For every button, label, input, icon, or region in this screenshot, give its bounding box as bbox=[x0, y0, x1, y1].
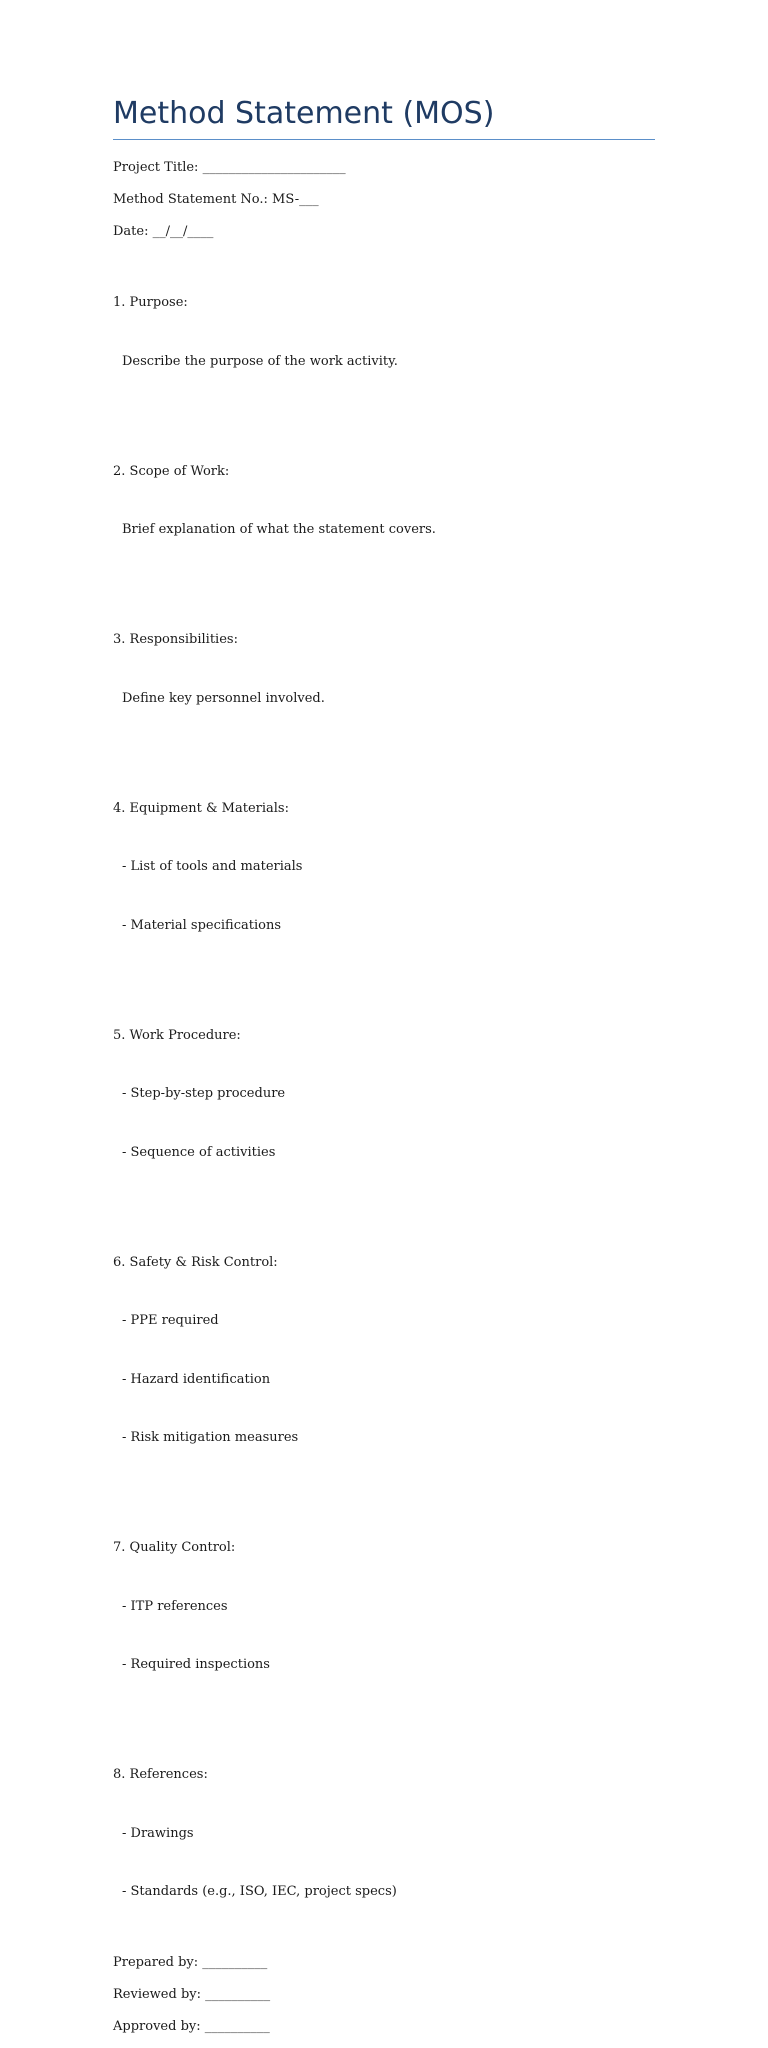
section-line: Brief explanation of what the statement covers. bbox=[122, 522, 436, 537]
section-line: Describe the purpose of the work activity. bbox=[122, 353, 398, 369]
section-safety-risk-control bbox=[113, 1214, 673, 1487]
document-body bbox=[113, 158, 673, 2048]
section-heading: 6. Safety & Risk Control: bbox=[113, 1254, 278, 1270]
section-purpose bbox=[113, 254, 673, 410]
section-line: Define key personnel involved. bbox=[122, 690, 325, 706]
section-heading: 1. Purpose: bbox=[113, 295, 188, 310]
section-equipment-materials bbox=[113, 760, 673, 975]
section-bullet: - Sequence of activities bbox=[122, 1144, 276, 1160]
page-title: Method Statement (MOS) bbox=[113, 96, 495, 131]
method-statement-number-field: Method Statement No.: MS-___ bbox=[113, 192, 319, 207]
section-heading: 7. Quality Control: bbox=[113, 1540, 236, 1555]
section-heading: 8. References: bbox=[113, 1767, 208, 1782]
section-bullet: - Hazard identification bbox=[122, 1371, 271, 1387]
section-quality-control bbox=[113, 1499, 673, 1714]
section-bullet: - ITP references bbox=[122, 1598, 228, 1614]
approved-by-field: Approved by: __________ bbox=[113, 2019, 270, 2034]
section-bullet: - Required inspections bbox=[122, 1657, 270, 1672]
section-bullet: - PPE required bbox=[122, 1313, 219, 1328]
section-bullet: - Step-by-step procedure bbox=[122, 1086, 286, 1101]
section-heading: 4. Equipment & Materials: bbox=[113, 800, 289, 816]
section-bullet: - Risk mitigation measures bbox=[122, 1430, 299, 1445]
section-bullet: - List of tools and materials bbox=[122, 859, 303, 874]
reviewed-by-field: Reviewed by: __________ bbox=[113, 1987, 271, 2002]
section-bullet: - Material specifications bbox=[122, 917, 281, 933]
project-title-field: Project Title: ______________________ bbox=[113, 160, 346, 175]
section-heading: 2. Scope of Work: bbox=[113, 463, 230, 479]
prepared-by-field: Prepared by: __________ bbox=[113, 1955, 268, 1970]
section-heading: 5. Work Procedure: bbox=[113, 1027, 241, 1043]
section-heading: 3. Responsibilities: bbox=[113, 632, 238, 647]
section-scope-of-work bbox=[113, 423, 673, 579]
section-work-procedure bbox=[113, 987, 673, 1202]
section-responsibilities bbox=[113, 591, 673, 747]
section-bullet: - Standards (e.g., ISO, IEC, project specs) bbox=[122, 1884, 397, 1899]
date-field: Date: __/__/____ bbox=[113, 224, 214, 239]
section-bullet: - Drawings bbox=[122, 1825, 194, 1841]
title-underline-divider bbox=[113, 139, 655, 140]
section-references bbox=[113, 1726, 673, 1941]
